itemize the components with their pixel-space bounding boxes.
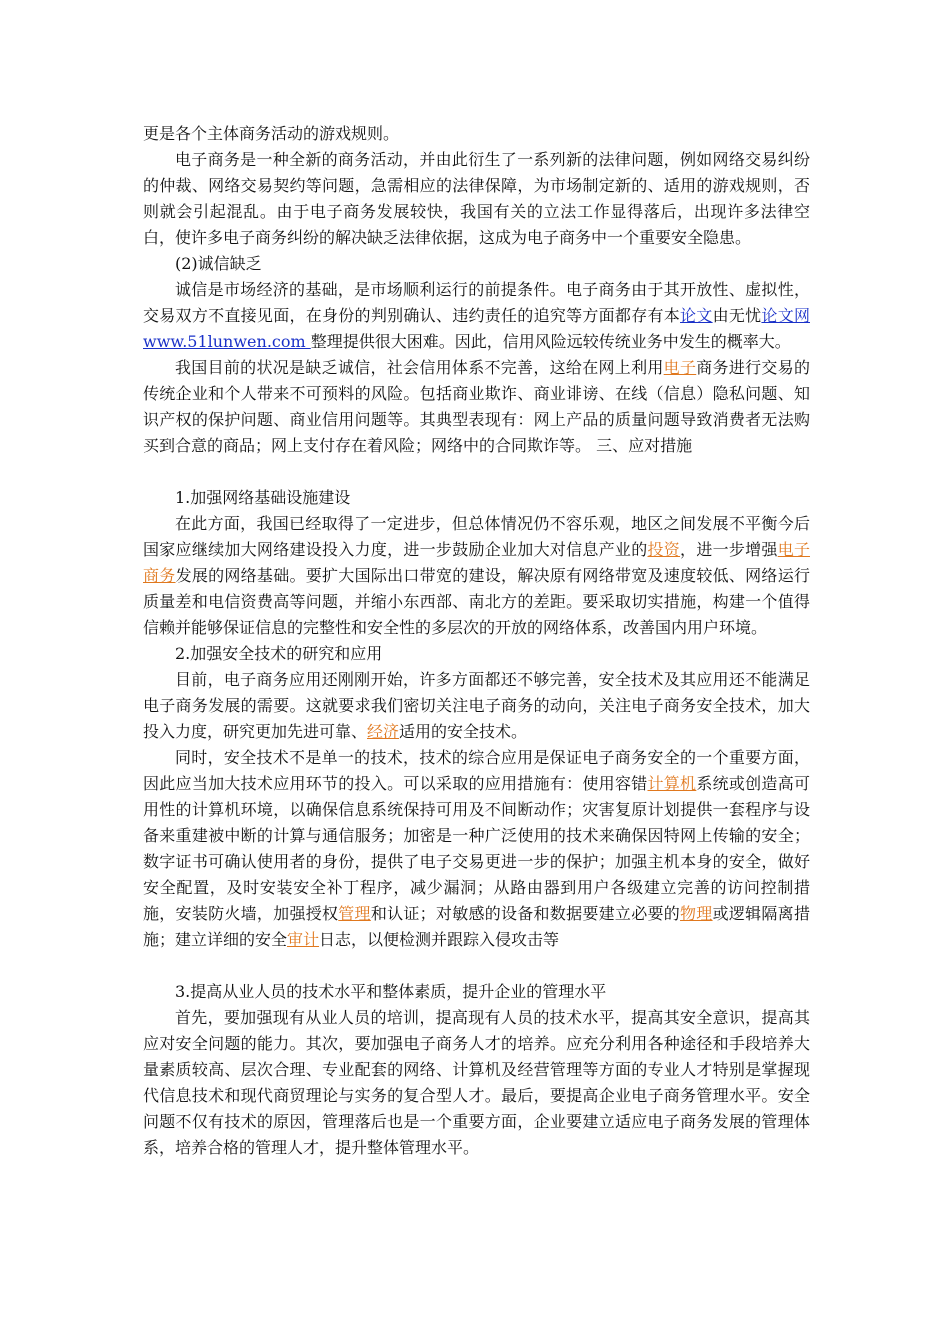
shenji-link[interactable]: 审计 [287,930,320,949]
paragraph [143,277,810,355]
paragraph [143,511,810,641]
text-run: 或逻辑隔离措施；建立详细的安全 [143,904,810,949]
text-run: 系统或创造高可用性的计算机环境，以确保信息系统保持可用及不间断动作；灾害复原计划提供一套程序与设备来重建被中断的计算与通信服务；加密是一种广泛使用的技术来确保因特网上传输的安全；数字证书可确认使用者的身份，提供了电子交易更进一步的保护；加强主机本身的安全，做好安全配置，及时安装安全补丁程序，减少漏洞；从路由器到用户各级建立完善的访问控制措施，安装防火墙，加强授权 [143,774,810,923]
touzi-link[interactable]: 投资 [647,540,681,559]
paragraph [143,667,810,745]
section-heading: 1.加强网络基础设施建设 [175,488,351,507]
text-run: 目前，电子商务应用还刚刚开始，许多方面都还不够完善，安全技术及其应用还不能满足电子商务发展的需要。这就要求我们密切关注电子商务的动向，关注电子商务安全技术，加大投入力度，研究更加先进可靠、 [143,670,810,741]
paragraph [143,355,810,459]
lunwen-site-link[interactable]: 论文网 www.51lunwen.com [143,306,810,351]
guanli-link[interactable]: 管理 [338,904,371,923]
wuli-link[interactable]: 物理 [680,904,713,923]
text-run: 适用的安全技术。 [399,722,528,741]
text-run: 我国目前的状况是缺乏诚信，社会信用体系不完善，这给在网上利用 [175,358,664,377]
document-body [143,121,810,1161]
text-run: 同时，安全技术不是单一的技术，技术的综合应用是保证电子商务安全的一个重要方面，因此应当加大技术应用环节的投入。可以采取的应用措施有：使用容错 [143,748,810,793]
text-run: 日志，以便检测并跟踪入侵攻击等 [319,930,560,949]
jingji-link[interactable]: 经济 [367,722,400,741]
paragraph: 首先，要加强现有从业人员的培训，提高现有人员的技术水平，提高其安全意识，提高其应对安全问题的能力。其次，要加强电子商务人才的培养。应充分利用各种途径和手段培养大量素质较高、层次合理、专业配套的网络、计算机及经营管理等方面的专业人才特别是掌握现代信息技术和现代商贸理论与实务的复合型人才。最后，要提高企业电子商务管理水平。安全问题不仅有技术的原因，管理落后也是一个重要方面，企业要建立适应电子商务发展的管理体系，培养合格的管理人才，提升整体管理水平。 [143,1008,810,1157]
text-run: 由无忧 [712,306,762,325]
paragraph [143,745,810,953]
text-run: 在此方面，我国已经取得了一定进步，但总体情况仍不容乐观，地区之间发展不平衡今后国家应继续加大网络建设投入力度，进一步鼓励企业加大对信息产业的 [143,514,810,559]
paragraph: 电子商务是一种全新的商务活动，并由此衍生了一系列新的法律问题，例如网络交易纠纷的仲裁、网络交易契约等问题，急需相应的法律保障，为市场制定新的、适用的游戏规则，否则就会引起混乱。由于电子商务发展较快，我国有关的立法工作显得落后，出现许多法律空白，使许多电子商务纠纷的解决缺乏法律依据，这成为电子商务中一个重要安全隐患。 [143,150,810,247]
text-run: 发展的网络基础。要扩大国际出口带宽的建设，解决原有网络带宽及速度较低、网络运行质量差和电信资费高等问题，并缩小东西部、南北方的差距。要采取切实措施，构建一个值得信赖并能够保证信息的完整性和安全性的多层次的开放的网络体系，改善国内用户环境。 [143,566,810,637]
dianzishangwu-link[interactable]: 电子商务 [143,540,810,585]
text-run: 诚信是市场经济的基础，是市场顺利运行的前提条件。电子商务由于其开放性、虚拟性，交易双方不直接见面，在身份的判别确认、违约责任的追究等方面都存有本 [143,280,810,325]
text-run: 整理提供很大困难。因此，信用风险远较传统业务中发生的概率大。 [310,332,791,351]
text-run: ，进一步增强 [680,540,778,559]
dianzi-link[interactable]: 电子 [663,358,697,377]
jisuanji-link[interactable]: 计算机 [647,774,697,793]
lunwen-link[interactable]: 论文 [680,306,713,325]
section-heading: (2)诚信缺乏 [175,254,262,273]
section-heading: 3.提高从业人员的技术水平和整体素质，提升企业的管理水平 [175,982,607,1001]
text-run: 商务进行交易的传统企业和个人带来不可预料的风险。包括商业欺诈、商业诽谤、在线（信息）隐私问题、知识产权的保护问题、商业信用问题等。其典型表现有：网上产品的质量问题导致消费者无法购买到合意的商品；网上支付存在着风险；网络中的合同欺诈等。 三、应对措施 [143,358,810,455]
text-run: 和认证；对敏感的设备和数据要建立必要的 [370,904,681,923]
section-heading: 2.加强安全技术的研究和应用 [175,644,383,663]
paragraph: 更是各个主体商务活动的游戏规则。 [143,124,400,143]
